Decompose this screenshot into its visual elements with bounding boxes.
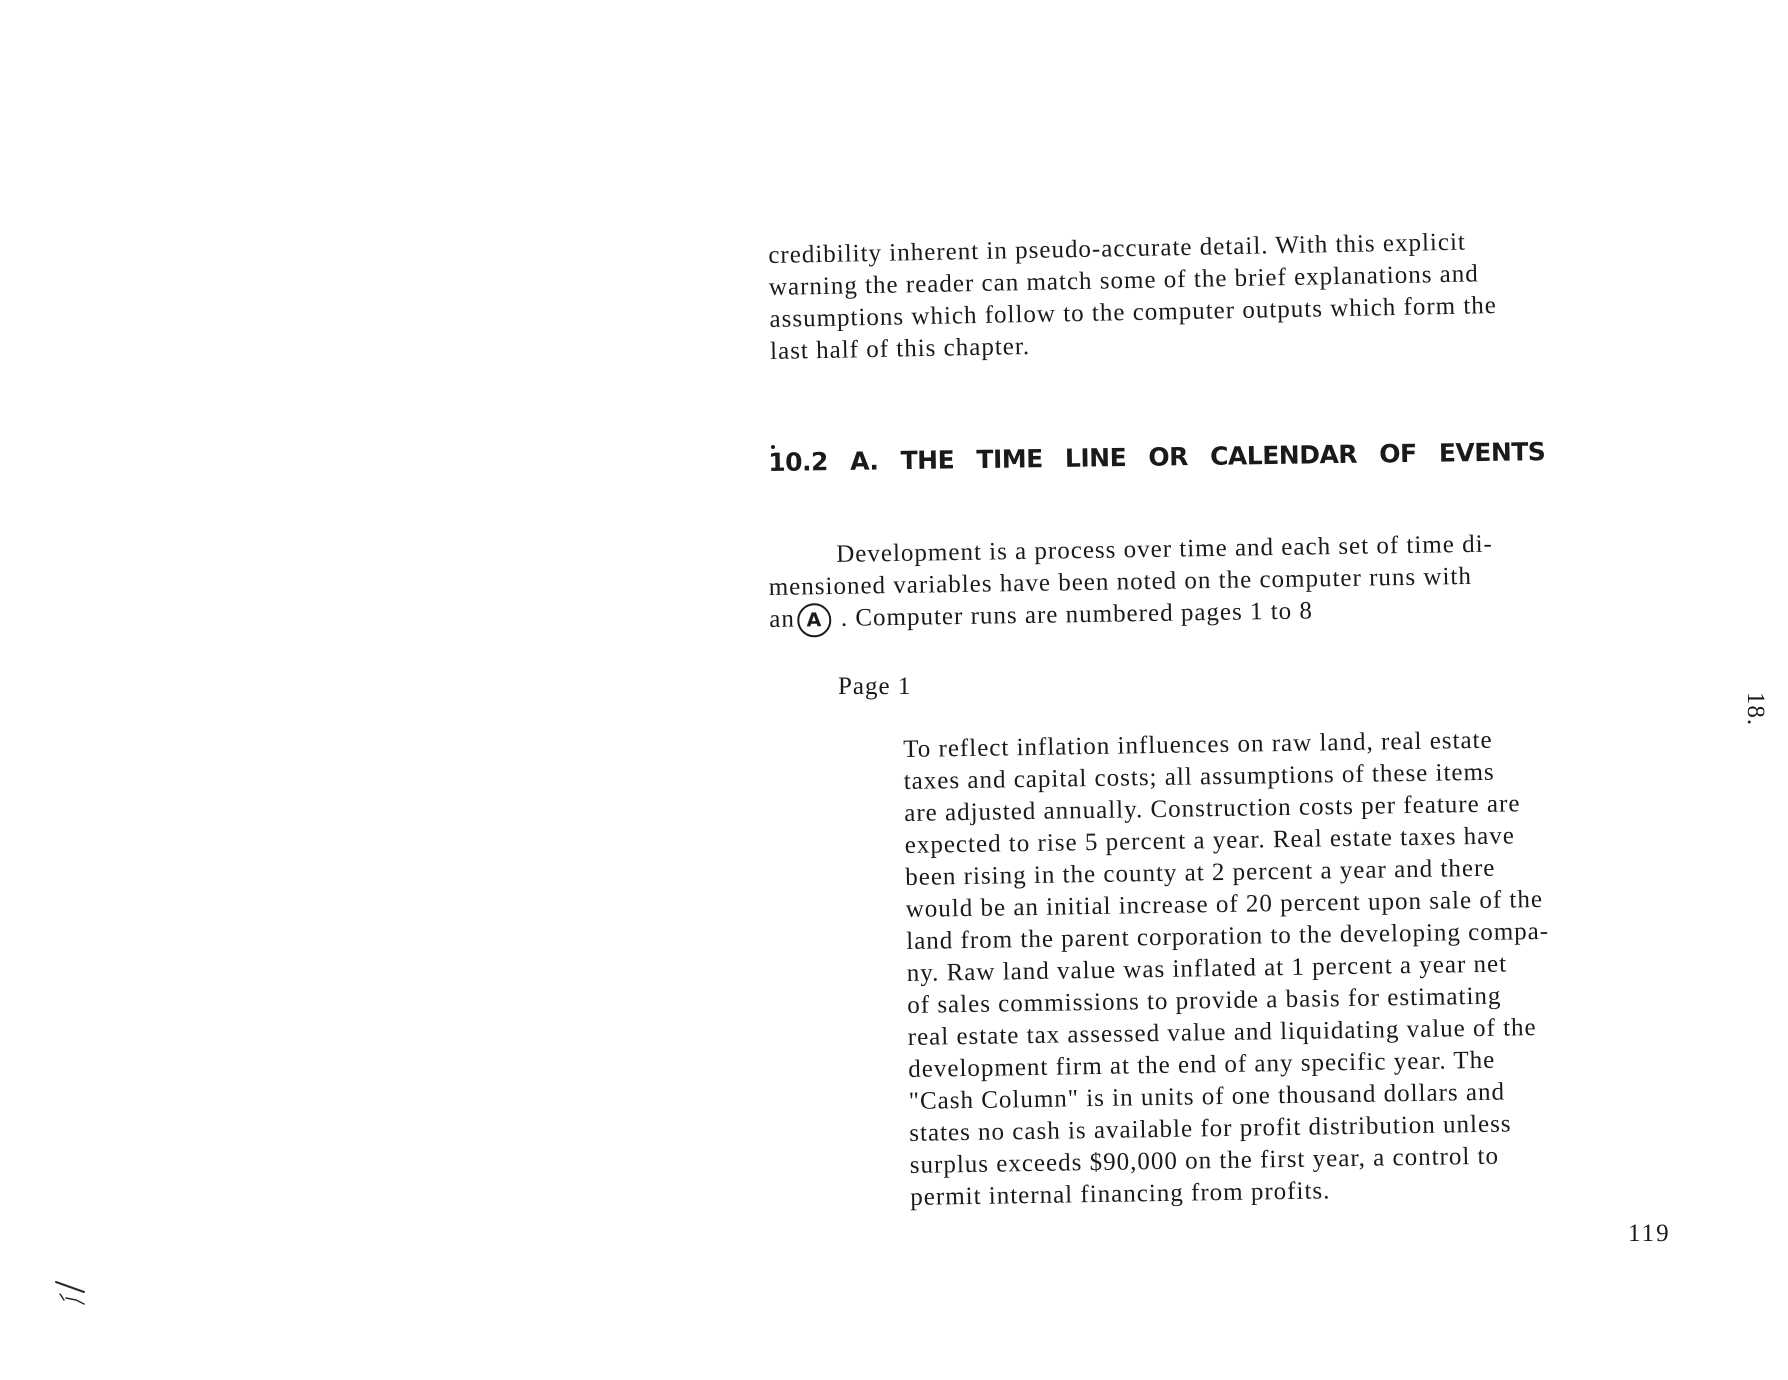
body-line: of sales commissions to provide a basis for estimating bbox=[907, 982, 1502, 1019]
body-line: been rising in the county at 2 percent a year and there bbox=[905, 854, 1496, 891]
body-line: development firm at the end of any specific year. The bbox=[908, 1046, 1496, 1083]
intro-line: assumptions which follow to the computer outputs which form the bbox=[769, 292, 1498, 333]
section-title-word: OF bbox=[1379, 438, 1417, 469]
section-title-word: CALENDAR bbox=[1209, 439, 1358, 471]
body-line: are adjusted annually. Construction costs per feature are bbox=[904, 790, 1521, 827]
section-label: A. bbox=[849, 446, 879, 476]
body-paragraph bbox=[903, 722, 1690, 1214]
circled-a-marker: A bbox=[797, 603, 832, 638]
body-line: land from the parent corporation to the developing compa- bbox=[906, 917, 1550, 955]
body-line: would be an initial increase of 20 percent upon sale of the bbox=[905, 885, 1544, 923]
section-heading bbox=[768, 437, 1560, 477]
body-line: To reflect inflation influences on raw land, real estate bbox=[903, 726, 1493, 763]
intro-line: warning the reader can match some of the brief explanations and bbox=[768, 260, 1480, 301]
body-line: taxes and capital costs; all assumptions of these items bbox=[903, 758, 1495, 795]
body-line: surplus exceeds $90,000 on the first year, a control to bbox=[909, 1142, 1500, 1179]
section-title-word: THE bbox=[900, 445, 955, 476]
page-number: 119 bbox=[1628, 1220, 1671, 1247]
section-title-word: EVENTS bbox=[1438, 437, 1546, 468]
intro-line: credibility inherent in pseudo-accurate detail. With this explicit bbox=[768, 228, 1467, 269]
body-line: real estate tax assessed value and liquidating value of the bbox=[907, 1014, 1537, 1051]
body-line: ny. Raw land value was inflated at 1 percent a year net bbox=[906, 950, 1508, 987]
body-line: states no cash is available for profit distribution unless bbox=[909, 1110, 1512, 1147]
development-line: Development is a process over time and each set of time di- bbox=[836, 530, 1494, 568]
body-line: "Cash Column" is in units of one thousand dollars and bbox=[908, 1078, 1506, 1115]
section-title-word: TIME bbox=[976, 444, 1043, 475]
body-line: expected to rise 5 percent a year. Real estate taxes have bbox=[904, 822, 1516, 859]
development-line-suffix: . Computer runs are numbered pages 1 to 8 bbox=[840, 597, 1314, 632]
section-title-word: LINE bbox=[1064, 443, 1127, 473]
side-page-number: 18. bbox=[1742, 691, 1770, 727]
development-line: mensioned variables have been noted on the computer runs with bbox=[768, 562, 1473, 601]
development-paragraph bbox=[768, 526, 1669, 638]
page-subheading: Page 1 bbox=[838, 673, 912, 700]
body-line: permit internal financing from profits. bbox=[910, 1177, 1331, 1211]
section-title-word: OR bbox=[1148, 442, 1189, 472]
development-line-prefix: an bbox=[769, 605, 796, 633]
section-number: 10.2 bbox=[768, 447, 829, 477]
margin-pencil-mark bbox=[54, 1278, 94, 1318]
intro-line: last half of this chapter. bbox=[769, 332, 1031, 365]
intro-paragraph bbox=[768, 223, 1670, 368]
